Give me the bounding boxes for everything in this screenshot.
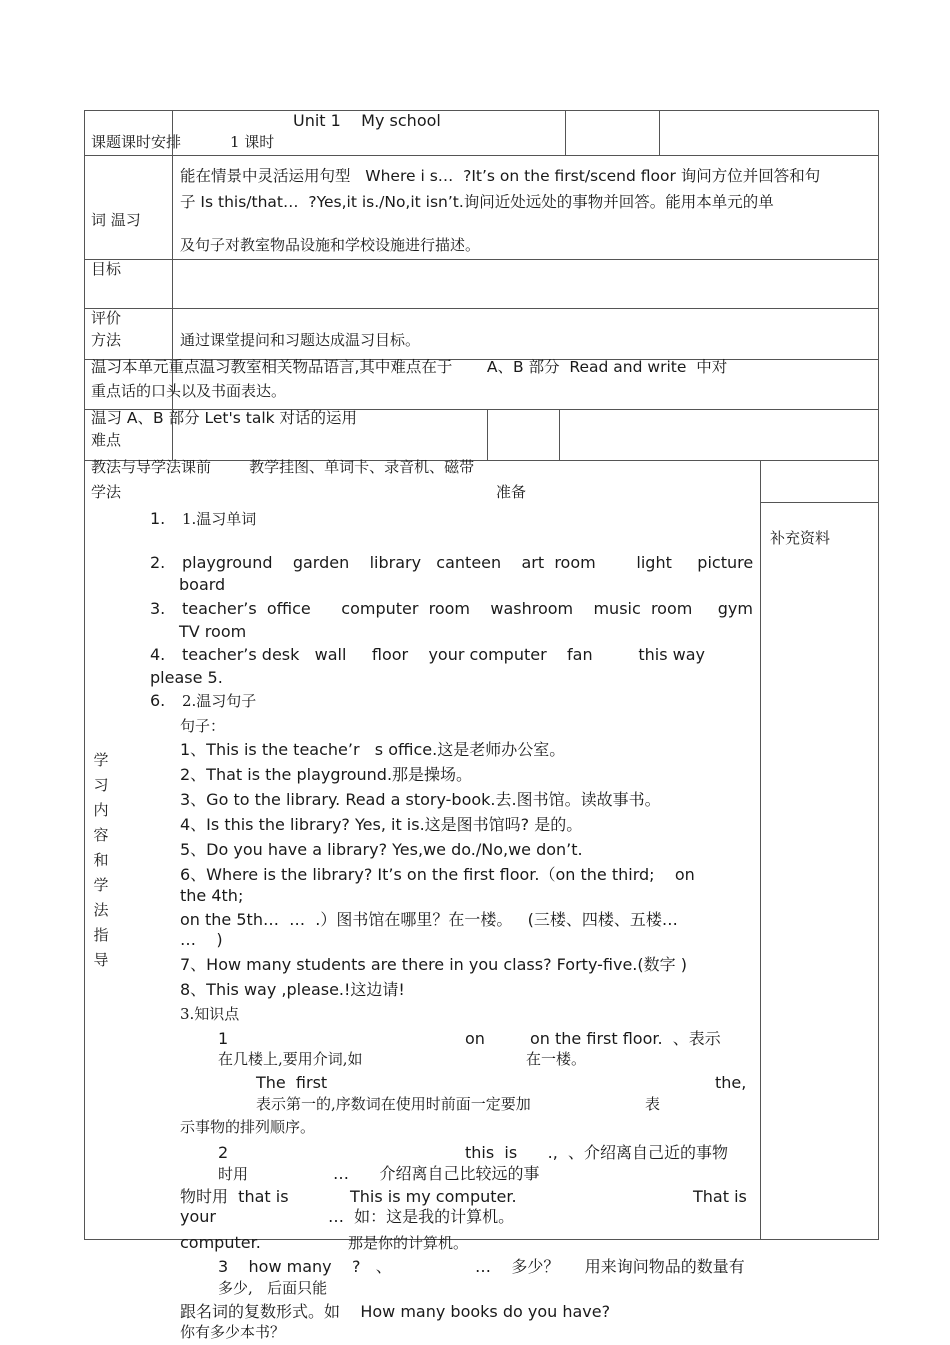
key-point-line-1: 温习本单元重点温习教室相关物品语言,其中难点在于 A、B 部分 Read and write 中对 bbox=[91, 358, 728, 376]
knowledge-text: The first bbox=[256, 1073, 328, 1092]
vocab-line: board bbox=[179, 575, 226, 594]
knowledge-text: 表 bbox=[645, 1095, 661, 1113]
vocab-line: playground garden library canteen art room light picture bbox=[182, 553, 754, 572]
knowledge-text: computer. bbox=[180, 1233, 261, 1252]
vocab-line: teacher’s office computer room washroom music room gym bbox=[182, 599, 753, 618]
vocab-line: teacher’s desk wall floor your computer fan this way bbox=[182, 645, 705, 664]
difficulty-line-1: 温习 A、B 部分 Let's talk 对话的运用 bbox=[91, 409, 358, 427]
sentence: 8、This way ,please.!这边请! bbox=[180, 980, 405, 999]
difficulty-label: 难点 bbox=[91, 431, 122, 449]
section-sentences-heading: 2.温习句子 bbox=[182, 692, 257, 710]
unit-title: Unit 1 My school bbox=[293, 111, 441, 130]
prep-label: 准备 bbox=[496, 483, 527, 501]
sentence: on the 5th… … .）图书馆在哪里？在一楼。 (三楼、四楼、五楼… bbox=[180, 910, 678, 929]
sentence: 1、This is the teache’r s office.这是老师办公室。 bbox=[180, 740, 566, 759]
main-vertical-label bbox=[91, 748, 111, 973]
knowledge-text: 3 how many ? 、 bbox=[218, 1257, 392, 1276]
row1-label: 课题课时安排 bbox=[91, 133, 182, 151]
section-vocab-heading: 1.温习单词 bbox=[182, 510, 257, 528]
vertical-char: 内 bbox=[93, 801, 109, 819]
knowledge-text: this is ., 、介绍离自己近的事物 bbox=[465, 1143, 729, 1162]
method-line-1: 教法与导学法课前 教学挂图、单词卡、录音机、磁带 bbox=[91, 458, 475, 476]
knowledge-text: 2 bbox=[218, 1143, 229, 1162]
sentence: 7、How many students are there in you class? Forty-five.(数字 ) bbox=[180, 955, 687, 974]
knowledge-text: 多少, 后面只能 bbox=[218, 1279, 328, 1297]
periods: 1 课时 bbox=[230, 133, 275, 151]
row3-label: 目标 bbox=[91, 260, 122, 278]
vertical-char: 和 bbox=[93, 851, 109, 869]
objective-line-1: 能在情景中灵活运用句型 Where i s… ?It’s on the first/scend floor 询问方位并回答和句 bbox=[180, 167, 821, 185]
knowledge-text: on bbox=[465, 1029, 485, 1048]
sentences-label: 句子： bbox=[180, 717, 226, 735]
sentence: the 4th; bbox=[180, 886, 244, 905]
vertical-char: 导 bbox=[93, 951, 109, 969]
knowledge-text: on the first floor. 、表示 bbox=[530, 1029, 721, 1048]
knowledge-text: This is my computer. bbox=[350, 1187, 517, 1206]
knowledge-text: … 如：这是我的计算机。 bbox=[328, 1207, 515, 1226]
knowledge-text: 跟名词的复数形式。如 How many books do you have? bbox=[180, 1302, 611, 1321]
method-label-2: 学法 bbox=[91, 483, 122, 501]
list-number: 2. bbox=[150, 553, 166, 572]
knowledge-heading: 3.知识点 bbox=[180, 1005, 240, 1023]
knowledge-text: 示事物的排列顺序。 bbox=[180, 1118, 316, 1136]
knowledge-text: … 多少？ 用来询问物品的数量有 bbox=[475, 1257, 745, 1276]
knowledge-text: 时用 bbox=[218, 1165, 249, 1183]
list-number: 1. bbox=[150, 509, 166, 528]
sentence: 4、Is this the library? Yes, it is.这是图书馆吗? 是的。 bbox=[180, 815, 583, 834]
knowledge-text: 1 bbox=[218, 1029, 229, 1048]
vertical-char: 指 bbox=[93, 926, 109, 944]
sentence: … ) bbox=[180, 930, 223, 949]
vocab-line: please 5. bbox=[150, 668, 223, 687]
sentence: 3、Go to the library. Read a story-book.去.图书馆。读故事书。 bbox=[180, 790, 661, 809]
list-number: 6. bbox=[150, 691, 166, 710]
vertical-char: 学 bbox=[93, 751, 109, 769]
knowledge-text: 物时用 that is bbox=[180, 1187, 289, 1206]
row4-label-2: 方法 bbox=[91, 331, 122, 349]
knowledge-text: the, bbox=[715, 1073, 747, 1092]
objective-line-3: 及句子对教室物品设施和学校设施进行描述。 bbox=[180, 236, 481, 254]
knowledge-text: … 介绍离自己比较远的事 bbox=[333, 1164, 540, 1183]
sentence: 6、Where is the library? It’s on the first floor.（on the third; on bbox=[180, 865, 695, 884]
row4-label-1: 评价 bbox=[91, 309, 122, 327]
vertical-char: 容 bbox=[93, 826, 109, 844]
objective-line-2: 子 Is this/that… ?Yes,it is./No,it isn’t.询问近处远处的事物并回答。能用本单元的单 bbox=[180, 193, 774, 211]
list-number: 3. bbox=[150, 599, 166, 618]
evaluation-method: 通过课堂提问和习题达成温习目标。 bbox=[180, 331, 421, 349]
vertical-char: 学 bbox=[93, 876, 109, 894]
knowledge-text: 那是你的计算机。 bbox=[348, 1234, 469, 1252]
list-number: 4. bbox=[150, 645, 166, 664]
knowledge-text: That is bbox=[693, 1187, 747, 1206]
supplement-label: 补充资料 bbox=[770, 529, 831, 547]
row2-label: 词 温习 bbox=[91, 211, 141, 229]
knowledge-text: 在一楼。 bbox=[526, 1050, 587, 1068]
knowledge-text: your bbox=[180, 1207, 216, 1226]
knowledge-text: 你有多少本书？ bbox=[180, 1323, 286, 1341]
key-point-line-2: 重点话的口头以及书面表达。 bbox=[91, 382, 287, 400]
sentence: 2、That is the playground.那是操场。 bbox=[180, 765, 473, 784]
vocab-line: TV room bbox=[179, 622, 247, 641]
knowledge-text: 表示第一的,序数词在使用时前面一定要加 bbox=[256, 1095, 531, 1113]
vertical-char: 法 bbox=[93, 901, 109, 919]
sentence: 5、Do you have a library? Yes,we do./No,we don’t. bbox=[180, 840, 583, 859]
vertical-char: 习 bbox=[93, 776, 109, 794]
knowledge-text: 在几楼上,要用介词,如 bbox=[218, 1050, 363, 1068]
